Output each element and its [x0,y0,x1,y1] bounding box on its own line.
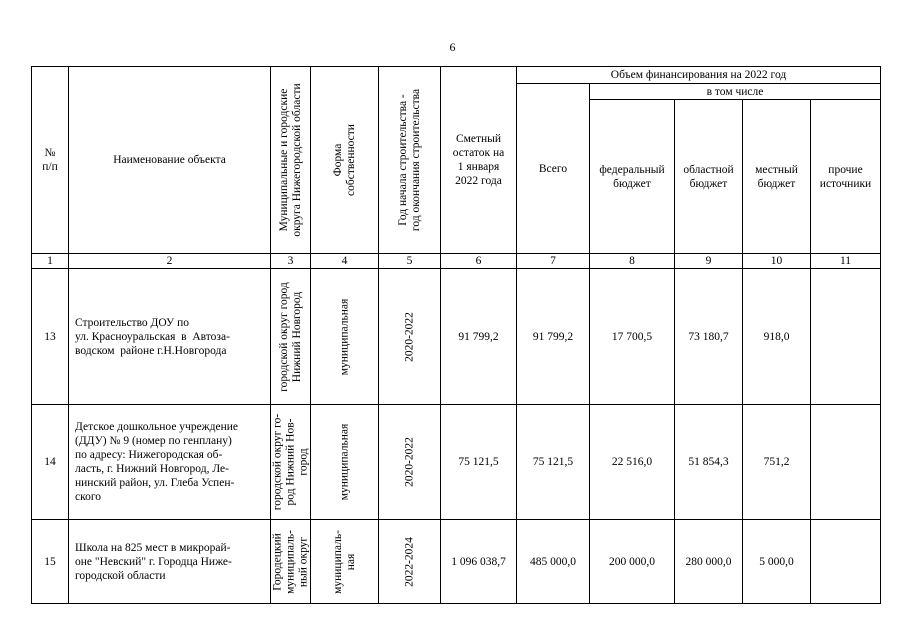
column-number: 10 [743,254,811,269]
header-no: № п/п [32,67,69,254]
header-ownership-text: Форма собственности [331,124,357,196]
header-remainder: Сметный остаток на 1 января 2022 года [441,67,517,254]
column-number: 8 [590,254,675,269]
header-other: прочие источники [811,100,881,254]
row-years [379,269,441,405]
column-number: 3 [271,254,311,269]
row-ownership [311,269,379,405]
row-municipality [271,520,311,604]
header-regional: областной бюджет [675,100,743,254]
row-remainder: 75 121,5 [441,405,517,520]
row-regional: 51 854,3 [675,405,743,520]
row-municipality-text: городской округ го- род Нижний Нов- город [271,413,309,511]
row-years-text: 2022-2024 [403,536,415,587]
row-local: 918,0 [743,269,811,405]
table-row [32,269,881,405]
row-other [811,520,881,604]
table-row [32,405,881,520]
column-numbers-row [32,254,881,269]
row-ownership [311,405,379,520]
row-ownership-text: муниципаль- ная [331,529,357,594]
row-municipality [271,405,311,520]
row-local: 5 000,0 [743,520,811,604]
row-remainder: 91 799,2 [441,269,517,405]
row-regional: 73 180,7 [675,269,743,405]
row-local: 751,2 [743,405,811,520]
header-local: местный бюджет [743,100,811,254]
row-years-text: 2020-2022 [403,437,415,487]
header-municipality [271,67,311,254]
header-total: Всего [517,84,590,254]
column-number: 5 [379,254,441,269]
row-total: 75 121,5 [517,405,590,520]
row-ownership-text: муниципальная [338,298,350,375]
row-federal: 17 700,5 [590,269,675,405]
column-number: 6 [441,254,517,269]
header-years-text: Год начала строительства - год окончания строительства [396,88,422,232]
row-years [379,520,441,604]
column-number: 4 [311,254,379,269]
row-no: 15 [32,520,69,604]
row-regional: 280 000,0 [675,520,743,604]
row-no: 14 [32,405,69,520]
row-object-name: Школа на 825 мест в микрорай- оне "Невский" г. Городца Ниже- городской области [69,520,271,604]
row-federal: 200 000,0 [590,520,675,604]
row-years-text: 2020-2022 [403,311,415,362]
column-number: 11 [811,254,881,269]
row-municipality [271,269,311,405]
row-total: 485 000,0 [517,520,590,604]
row-other [811,405,881,520]
header-funding-group: Объем финансирования на 2022 год [517,67,881,84]
row-object-name: Строительство ДОУ по ул. Красноуральская в Автоза- водском районе г.Н.Новгорода [69,269,271,405]
row-municipality-text: Городецкий муниципаль- ный округ [271,529,309,594]
row-object-name: Детское дошкольное учреждение (ДДУ) № 9 (номер по генплану) по адресу: Нижегородская об- ласть, г. Нижний Новгород, Ле- нинский район, ул. Глеба Успен- ского [69,405,271,520]
row-no: 13 [32,269,69,405]
construction-objects-table [31,66,881,604]
page-number: 6 [449,40,456,54]
header-municipality-text: Муниципальные и городские округа Нижегородской области [277,83,303,237]
row-remainder: 1 096 038,7 [441,520,517,604]
row-total: 91 799,2 [517,269,590,405]
column-number: 1 [32,254,69,269]
header-including: в том числе [590,84,881,100]
row-ownership [311,520,379,604]
header-ownership [311,67,379,254]
row-years [379,405,441,520]
header-object-name: Наименование объекта [69,67,271,254]
row-municipality-text: городской округ город Нижний Новгород [277,281,303,392]
column-number: 7 [517,254,590,269]
table-row [32,520,881,604]
header-years [379,67,441,254]
row-federal: 22 516,0 [590,405,675,520]
header-federal: федеральный бюджет [590,100,675,254]
row-other [811,269,881,405]
row-ownership-text: муниципальная [338,423,350,501]
column-number: 2 [69,254,271,269]
column-number: 9 [675,254,743,269]
